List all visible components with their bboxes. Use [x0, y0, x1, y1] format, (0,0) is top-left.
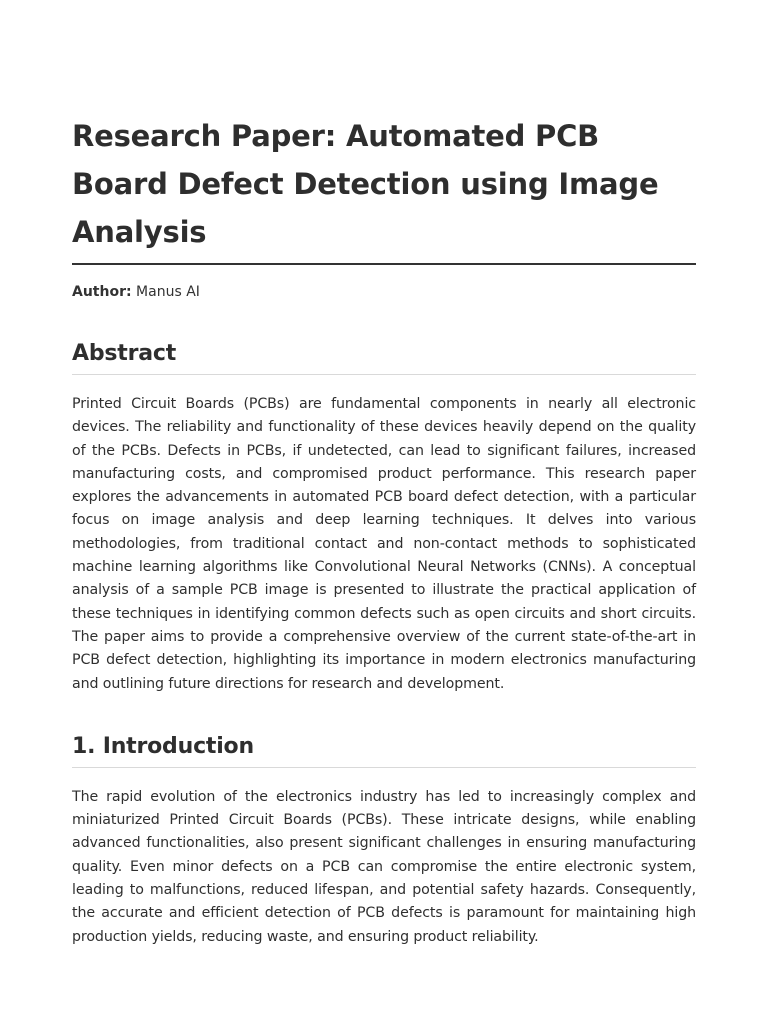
- abstract-paragraph: Printed Circuit Boards (PCBs) are fundamental components in nearly all electronic devices. The reliability and functionality of these devices heavily depend on the quality of the PCBs. Defects in PCBs, if undetected, can lead to significant failures, increased manufacturing costs, and compromised product performance. This research paper explores the advancements in automated PCB board defect detection, with a particular focus on image analysis and deep learning techniques. It delves into various methodologies, from traditional contact and non-contact methods to sophisticated machine learning algorithms like Convolutional Neural Networks (CNNs). A conceptual analysis of a sample PCB image is presented to illustrate the practical application of these techniques in identifying common defects such as open circuits and short circuits. The paper aims to provide a comprehensive overview of the current state-of-the-art in PCB defect detection, highlighting its importance in modern electronics manufacturing and outlining future directions for research and development.: [72, 396, 696, 692]
- introduction-heading: 1. Introduction: [72, 733, 254, 759]
- introduction-paragraph: The rapid evolution of the electronics industry has led to increasingly complex and miniaturized Printed Circuit Boards (PCBs). These intricate designs, while enabling advanced functionalities, also present significant challenges in ensuring manufacturing quality. Even minor defects on a PCB can compromise the entire electronic system, leading to malfunctions, reduced lifespan, and potential safety hazards. Consequently, the accurate and efficient detection of PCB defects is paramount for maintaining high production yields, reducing waste, and ensuring product reliability.: [72, 788, 696, 945]
- author-name: Manus AI: [136, 284, 200, 300]
- title-divider: [72, 263, 696, 265]
- abstract-heading: Abstract: [72, 341, 177, 366]
- author-label: Author:: [72, 284, 132, 300]
- abstract-divider: [72, 374, 696, 375]
- introduction-divider: [72, 767, 696, 768]
- author-line: [72, 281, 696, 303]
- paper-title: Research Paper: Automated PCB Board Defect Detection using Image Analysis: [72, 119, 659, 249]
